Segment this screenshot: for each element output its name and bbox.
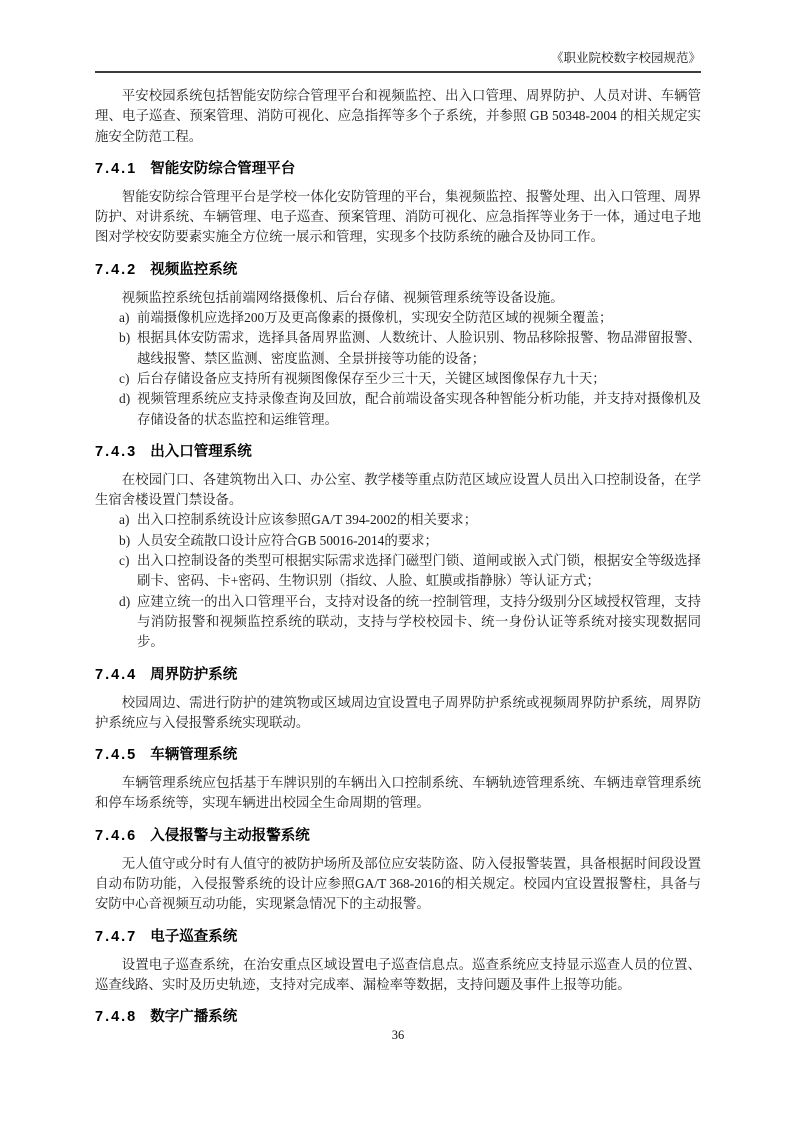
section-heading <box>95 745 701 765</box>
section-7-4-5 <box>95 745 701 814</box>
section-title: 入侵报警与主动报警系统 <box>150 827 310 844</box>
section-heading <box>95 1007 701 1027</box>
list-item <box>95 369 701 389</box>
list-item <box>95 389 701 430</box>
intro-paragraph: 平安校园系统包括智能安防综合管理平台和视频监控、出入口管理、周界防护、人员对讲、车辆管理、电子巡查、预案管理、消防可视化、应急指挥等多个子系统，并参照 GB 50348-2004 的相关规定实施安全防范工程。 <box>95 88 701 144</box>
paragraph: 智能安防综合管理平台是学校一体化安防管理的平台，集视频监控、报警处理、出入口管理、周界防护、对讲系统、车辆管理、电子巡查、预案管理、消防可视化、应急指挥等业务于一体，通过电子地图对学校安防要素实施全方位统一展示和管理，实现多个技防系统的融合及协同工作。 <box>95 188 701 245</box>
list-item-marker: c) <box>119 553 130 569</box>
section-heading <box>95 260 701 280</box>
section-title: 智能安防综合管理平台 <box>150 160 296 177</box>
paragraph: 校园周边、需进行防护的建筑物或区域周边宜设置电子周界防护系统或视频周界防护系统，周界防护系统应与入侵报警系统实现联动。 <box>95 694 701 730</box>
section-heading <box>95 927 701 947</box>
section-7-4-1 <box>95 159 701 248</box>
list-item <box>95 531 701 551</box>
section-7-4-2 <box>95 260 701 430</box>
section-number: 7.4.8 <box>95 1009 138 1026</box>
section-number: 7.4.3 <box>95 443 138 460</box>
document-title: 《职业院校数字校园规范》 <box>550 51 701 65</box>
section-heading <box>95 665 701 685</box>
list-item <box>95 551 701 592</box>
section-number: 7.4.4 <box>95 666 138 683</box>
list-item-marker: b) <box>119 532 131 548</box>
section-heading <box>95 826 701 846</box>
section-number: 7.4.7 <box>95 928 138 945</box>
list-item-text: 根据具体安防需求，选择具备周界监测、人数统计、人脸识别、物品移除报警、物品滞留报警、越线报警、禁区监测、密度监测、全景拼接等功能的设备； <box>137 330 701 366</box>
section-number: 7.4.5 <box>95 747 138 764</box>
section-heading <box>95 159 701 179</box>
list-item-marker: d) <box>119 391 131 407</box>
ordered-list <box>95 510 701 652</box>
section-7-4-4 <box>95 665 701 734</box>
section-7-4-3 <box>95 442 701 653</box>
section-7-4-7 <box>95 927 701 996</box>
paragraph: 在校园门口、各建筑物出入口、办公室、教学楼等重点防范区域应设置人员出入口控制设备，在学生宿舍楼设置门禁设备。 <box>95 471 701 508</box>
page-header <box>95 50 701 73</box>
list-item <box>95 328 701 369</box>
list-item-text: 应建立统一的出入口管理平台，支持对设备的统一控制管理，支持分级别分区域授权管理，支持与消防报警和视频监控系统的联动，支持与学校校园卡、统一身份认证等系统对接实现数据同步。 <box>137 593 701 650</box>
section-title: 电子巡查系统 <box>150 928 238 945</box>
list-item-text: 出入口控制设备的类型可根据实际需求选择门磁型门锁、道闸或嵌入式门锁，根据安全等级选择刷卡、密码、卡+密码、生物识别（指纹、人脸、虹膜或指静脉）等认证方式； <box>137 553 701 589</box>
ordered-list <box>95 308 701 430</box>
page-number: 36 <box>391 1028 405 1042</box>
paragraph: 车辆管理系统应包括基于车牌识别的车辆出入口控制系统、车辆轨迹管理系统、车辆违章管理系统和停车场系统等，实现车辆进出校园全生命周期的管理。 <box>95 775 701 811</box>
section-7-4-8 <box>95 1007 701 1027</box>
list-item-marker: d) <box>119 593 131 609</box>
section-heading <box>95 442 701 462</box>
section-number: 7.4.2 <box>95 261 138 278</box>
document-body <box>95 86 701 1027</box>
section-title: 数字广播系统 <box>150 1009 238 1026</box>
paragraph: 设置电子巡查系统，在治安重点区域设置电子巡查信息点。巡查系统应支持显示巡查人员的位置、巡查线路、实时及历史轨迹，支持对完成率、漏检率等数据，支持问题及事件上报等功能。 <box>95 956 701 992</box>
list-item-marker: a) <box>119 310 130 326</box>
paragraph: 无人值守或分时有人值守的被防护场所及部位应安装防盗、防入侵报警装置，具备根据时间段设置自动布防功能，入侵报警系统的设计应参照GA/T 368-2016的相关规定。校园内宜设置报警柱，具备与安防中心音视频互动功能，实现紧急情况下的主动报警。 <box>95 855 701 912</box>
section-title: 车辆管理系统 <box>150 747 238 764</box>
list-item <box>95 592 701 653</box>
list-item-marker: a) <box>119 512 130 528</box>
list-item-marker: c) <box>119 370 130 386</box>
section-number: 7.4.1 <box>95 160 138 177</box>
list-item-marker: b) <box>119 330 131 346</box>
list-item-text: 人员安全疏散口设计应符合GB 50016-2014的要求； <box>137 532 438 548</box>
section-7-4-6 <box>95 826 701 915</box>
list-item-text: 前端摄像机应选择200万及更高像素的摄像机，实现安全防范区域的视频全覆盖； <box>137 310 613 326</box>
section-title: 出入口管理系统 <box>150 443 252 460</box>
list-item-text: 出入口控制系统设计应该参照GA/T 394-2002的相关要求； <box>137 512 478 528</box>
section-title: 周界防护系统 <box>150 666 238 683</box>
list-item <box>95 308 701 328</box>
list-item-text: 后台存储设备应支持所有视频图像保存至少三十天，关键区域图像保存九十天； <box>137 370 606 386</box>
list-item-text: 视频管理系统应支持录像查询及回放，配合前端设备实现各种智能分析功能，并支持对摄像机及存储设备的状态监控和运维管理。 <box>137 391 701 427</box>
section-number: 7.4.6 <box>95 827 138 844</box>
page-content <box>95 50 701 1035</box>
section-title: 视频监控系统 <box>150 261 238 278</box>
paragraph: 视频监控系统包括前端网络摄像机、后台存储、视频管理系统等设备设施。 <box>121 289 564 305</box>
list-item <box>95 510 701 530</box>
